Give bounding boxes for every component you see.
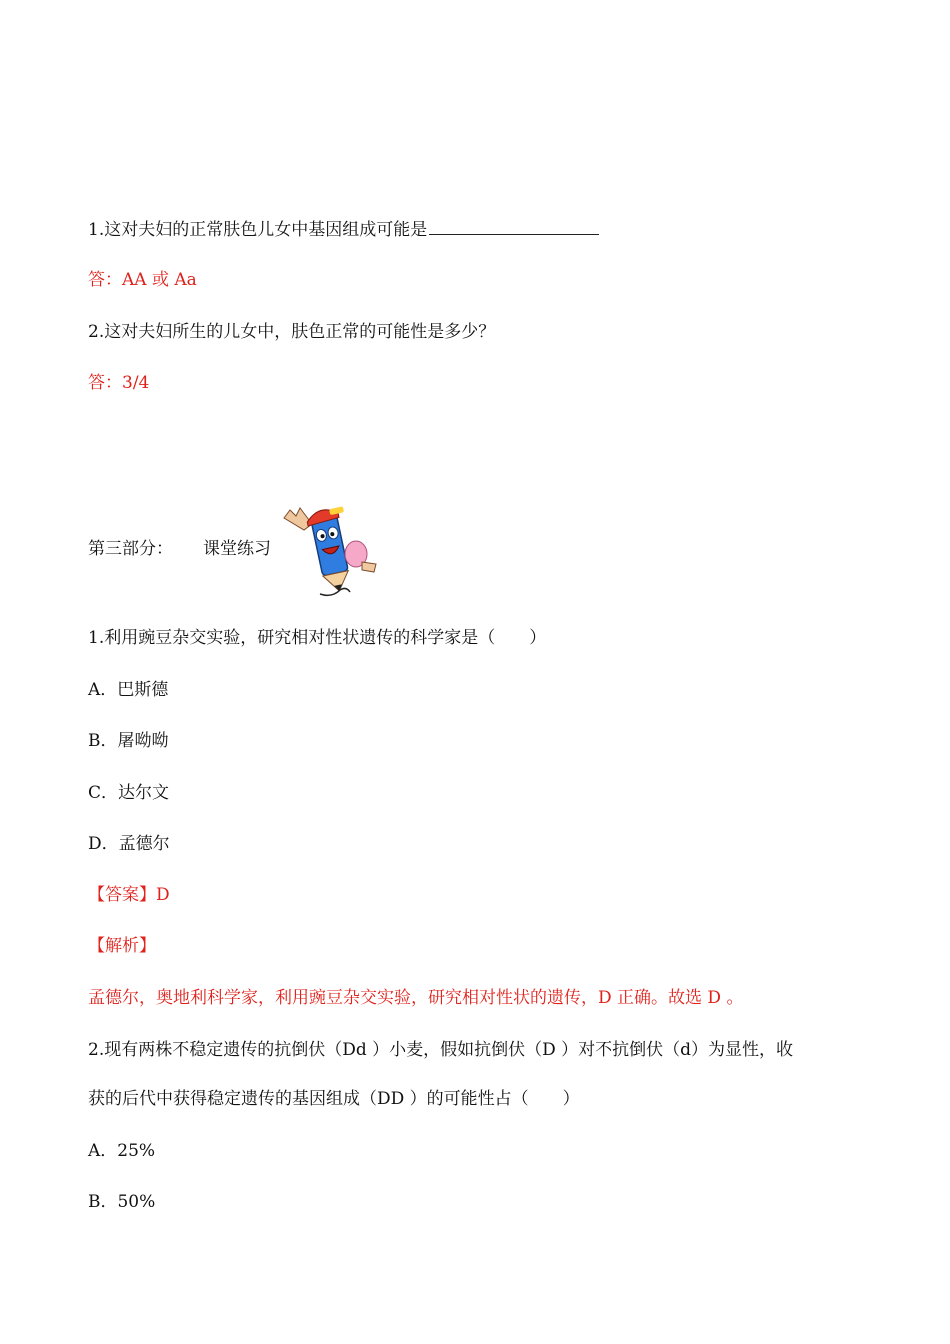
exercise-1-analysis: 孟德尔，奥地利科学家，利用豌豆杂交实验，研究相对性状的遗传，D 正确。故选 D 。	[88, 988, 744, 1008]
option-b: B．屠呦呦	[88, 731, 169, 751]
review-answer-2: 答：3/4	[88, 373, 150, 393]
option-c: C．达尔文	[88, 783, 170, 803]
section-heading	[88, 538, 271, 560]
pencil-mascot-icon	[280, 502, 382, 602]
exercise-2-option-a: A．25%	[88, 1141, 156, 1161]
exercise-2-question-line-2: 获的后代中获得稳定遗传的基因组成（DD ）的可能性占（ ）	[88, 1089, 580, 1109]
review-question-2: 2.这对夫妇所生的儿女中，肤色正常的可能性是多少？	[88, 322, 496, 342]
exercise-2-question-line-1: 2.现有两株不稳定遗传的抗倒伏（Dd ）小麦，假如抗倒伏（D ）对不抗倒伏（d）为显性，收	[88, 1040, 794, 1060]
exercise-1-answer: 【答案】D	[88, 885, 170, 905]
section-label: 第三部分：	[88, 539, 173, 559]
exercise-1-question: 1.利用豌豆杂交实验，研究相对性状遗传的科学家是（ ）	[88, 628, 547, 648]
review-question-1-text: 1.这对夫妇的正常肤色儿女中基因组成可能是	[88, 220, 428, 240]
section-title: 课堂练习	[203, 539, 271, 559]
answer-blank	[429, 218, 599, 235]
option-d: D．孟德尔	[88, 834, 170, 854]
review-answer-1: 答：AA 或 Aa	[88, 270, 197, 290]
review-question-1	[88, 218, 599, 241]
exercise-2-option-b: B．50%	[88, 1192, 156, 1212]
option-a: A．巴斯德	[88, 680, 169, 700]
exercise-1-analysis-label: 【解析】	[88, 936, 156, 956]
